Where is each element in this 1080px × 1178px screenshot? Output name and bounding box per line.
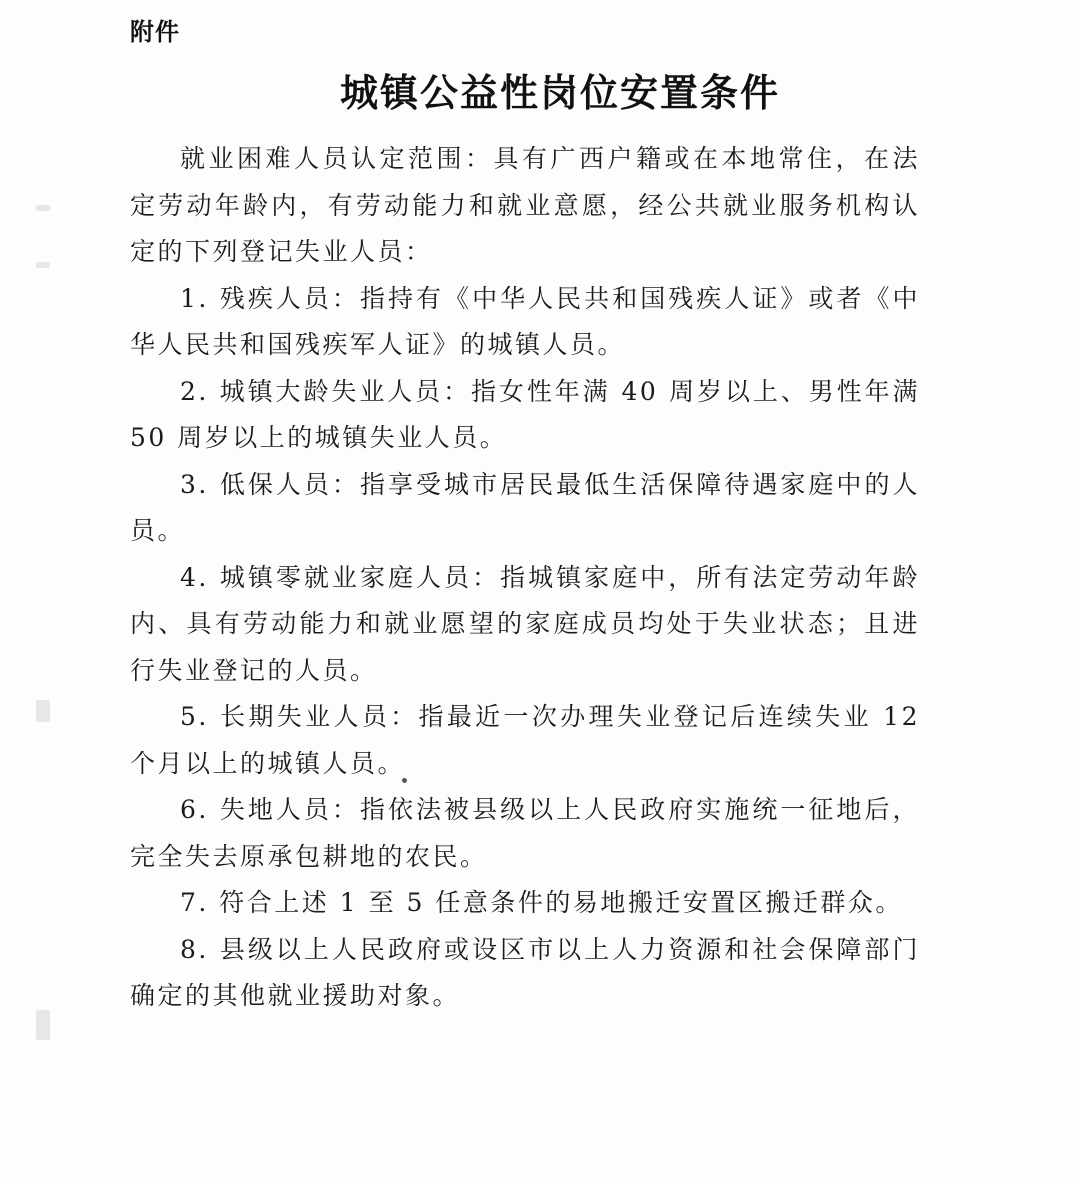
list-item: 3. 低保人员：指享受城市居民最低生活保障待遇家庭中的人员。 xyxy=(130,469,920,545)
scan-artifact xyxy=(36,205,50,211)
scan-speck xyxy=(402,778,407,783)
intro-paragraph: 就业困难人员认定范围：具有广西户籍或在本地常住，在法定劳动年龄内，有劳动能力和就业意愿，经公共就业服务机构认定的下列登记失业人员： xyxy=(130,144,920,266)
list-item: 1. 残疾人员：指持有《中华人民共和国残疾人证》或者《中华人民共和国残疾军人证》的城镇人员。 xyxy=(130,283,920,359)
list-item: 5. 长期失业人员：指最近一次办理失业登记后连续失业 12 个月以上的城镇人员。 xyxy=(130,702,920,778)
page-title: 城镇公益性岗位安置条件 xyxy=(339,71,780,115)
list-item: 6. 失地人员：指依法被县级以上人民政府实施统一征地后，完全失去原承包耕地的农民。 xyxy=(130,795,920,871)
list-item: 8. 县级以上人民政府或设区市以上人力资源和社会保障部门确定的其他就业援助对象。 xyxy=(130,934,920,1010)
list-item: 4. 城镇零就业家庭人员：指城镇家庭中，所有法定劳动年龄内、具有劳动能力和就业愿望的家庭成员均处于失业状态；且进行失业登记的人员。 xyxy=(130,562,920,685)
scan-artifact xyxy=(36,1010,50,1040)
list-item: 2. 城镇大龄失业人员：指女性年满 40 周岁以上、男性年满 50 周岁以上的城镇失业人员。 xyxy=(130,376,920,452)
list-item: 7. 符合上述 1 至 5 任意条件的易地搬迁安置区搬迁群众。 xyxy=(180,888,903,917)
document-body xyxy=(130,136,920,1020)
scan-artifact xyxy=(36,700,50,722)
attachment-label: 附件 xyxy=(130,18,180,46)
scan-artifact xyxy=(36,262,50,268)
